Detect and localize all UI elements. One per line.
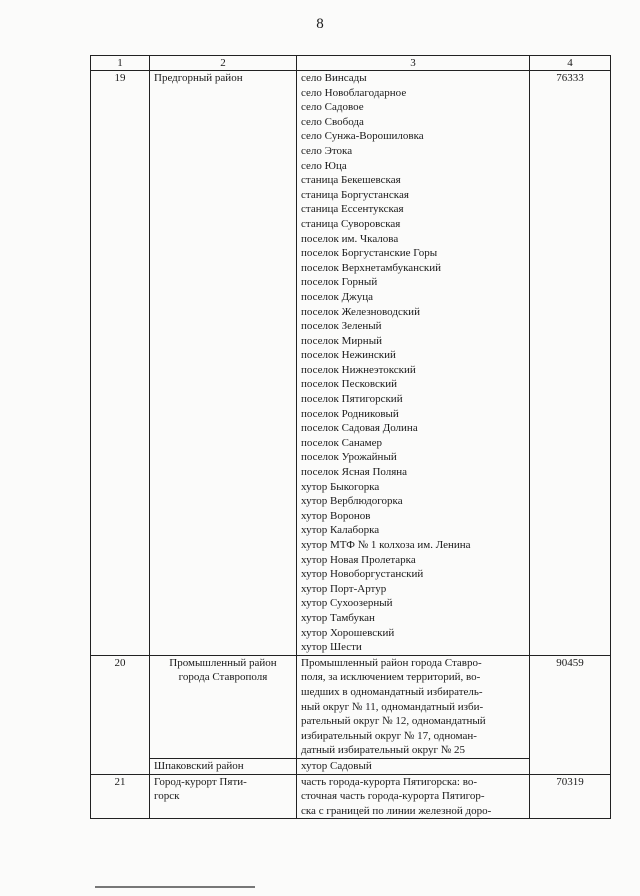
district-name: Предгорный район (150, 71, 297, 656)
header-row (91, 56, 611, 71)
page-edge-line (95, 886, 255, 888)
district-name (150, 655, 297, 758)
locality-item: хутор Быкогорка (301, 480, 380, 493)
description-line: сточная часть города-курорта Пятигор- (301, 790, 485, 803)
header-cell: 4 (530, 56, 611, 71)
table-row (91, 71, 611, 656)
locality-item: поселок Мирный (301, 334, 382, 347)
description-line: часть города-курорта Пятигорска: во- (301, 775, 478, 788)
locality-item: поселок Нижнеэтокский (301, 363, 416, 376)
locality-item: хутор Воронов (301, 509, 371, 522)
description-line: шедших в одномандатный избиратель- (301, 685, 483, 698)
locality-item: село Этока (301, 144, 353, 157)
row-number: 21 (91, 774, 150, 819)
locality-item: поселок Пятигорский (301, 393, 403, 406)
locality-item: поселок Родниковый (301, 407, 399, 420)
description-line: датный избирательный округ № 25 (301, 744, 466, 757)
table-row (91, 774, 611, 819)
locality-item: поселок Верхнетамбуканский (301, 261, 442, 274)
locality-item: хутор Новоборгустанский (301, 568, 424, 581)
locality-item: поселок Зеленый (301, 320, 382, 333)
locality-item: село Свобода (301, 115, 364, 128)
population-value: 76333 (530, 71, 611, 656)
locality-item: поселок Джуца (301, 290, 374, 303)
locality-item: поселок Железноводский (301, 305, 420, 318)
locality-item: поселок Песковский (301, 378, 398, 391)
locality-item: станица Бекешевская (301, 174, 401, 187)
locality-item: станица Суворовская (301, 217, 401, 230)
district-description (297, 655, 530, 758)
locality-item: поселок Урожайный (301, 451, 397, 464)
localities-list (297, 71, 530, 656)
locality-item: село Сунжа-Ворошиловка (301, 130, 424, 143)
locality-item: хутор Сухоозерный (301, 597, 393, 610)
district-name (150, 774, 297, 819)
locality-item: хутор Шести (301, 641, 362, 654)
header-cell: 2 (150, 56, 297, 71)
locality-item: станица Боргустанская (301, 188, 409, 201)
locality-item: хутор Тамбукан (301, 611, 375, 624)
row-number: 20 (91, 655, 150, 774)
locality-item: поселок Нежинский (301, 349, 396, 362)
description-line: Промышленный район города Ставро- (301, 656, 482, 669)
locality-item: поселок Садовая Долина (301, 422, 418, 435)
row-number: 19 (91, 71, 150, 656)
locality-item: село Новоблагодарное (301, 86, 407, 99)
district-line: города Ставрополя (178, 671, 268, 684)
district-description (297, 774, 530, 819)
description-line: ный округ № 11, одномандатный изби- (301, 700, 484, 713)
district-line: горск (154, 790, 180, 803)
description-line: поля, за исключением территорий, во- (301, 671, 481, 684)
locality-item: село Садовое (301, 101, 364, 114)
sub-locality: хутор Садовый (297, 758, 530, 774)
locality-item: поселок Ясная Поляна (301, 466, 408, 479)
header-cell: 1 (91, 56, 150, 71)
locality-item: поселок Боргустанские Горы (301, 247, 438, 260)
sub-district-name: Шпаковский район (150, 758, 297, 774)
locality-item: хутор Калаборка (301, 524, 380, 537)
description-line: избирательный округ № 17, одноман- (301, 729, 477, 742)
population-value: 70319 (530, 774, 611, 819)
locality-item: село Юца (301, 159, 347, 172)
locality-item: хутор Новая Пролетарка (301, 553, 416, 566)
table-row (91, 655, 611, 758)
page-number: 8 (316, 16, 324, 32)
population-value: 90459 (530, 655, 611, 774)
locality-item: поселок им. Чкалова (301, 232, 399, 245)
description-line: рательный округ № 12, одномандатный (301, 715, 486, 728)
district-line: Город-курорт Пяти- (154, 775, 247, 788)
description-line: ска с границей по линии железной доро- (301, 804, 492, 817)
districts-table (90, 55, 611, 819)
locality-item: станица Ессентукская (301, 203, 404, 216)
locality-item: поселок Горный (301, 276, 378, 289)
district-line: Промышленный район (169, 656, 277, 669)
locality-item: хутор Порт-Артур (301, 582, 387, 595)
header-cell: 3 (297, 56, 530, 71)
locality-item: поселок Санамер (301, 436, 382, 449)
locality-item: село Винсады (301, 72, 367, 84)
locality-item: хутор Хорошевский (301, 626, 395, 639)
locality-item: хутор МТФ № 1 колхоза им. Ленина (301, 539, 471, 551)
locality-item: хутор Верблюдогорка (301, 495, 403, 508)
